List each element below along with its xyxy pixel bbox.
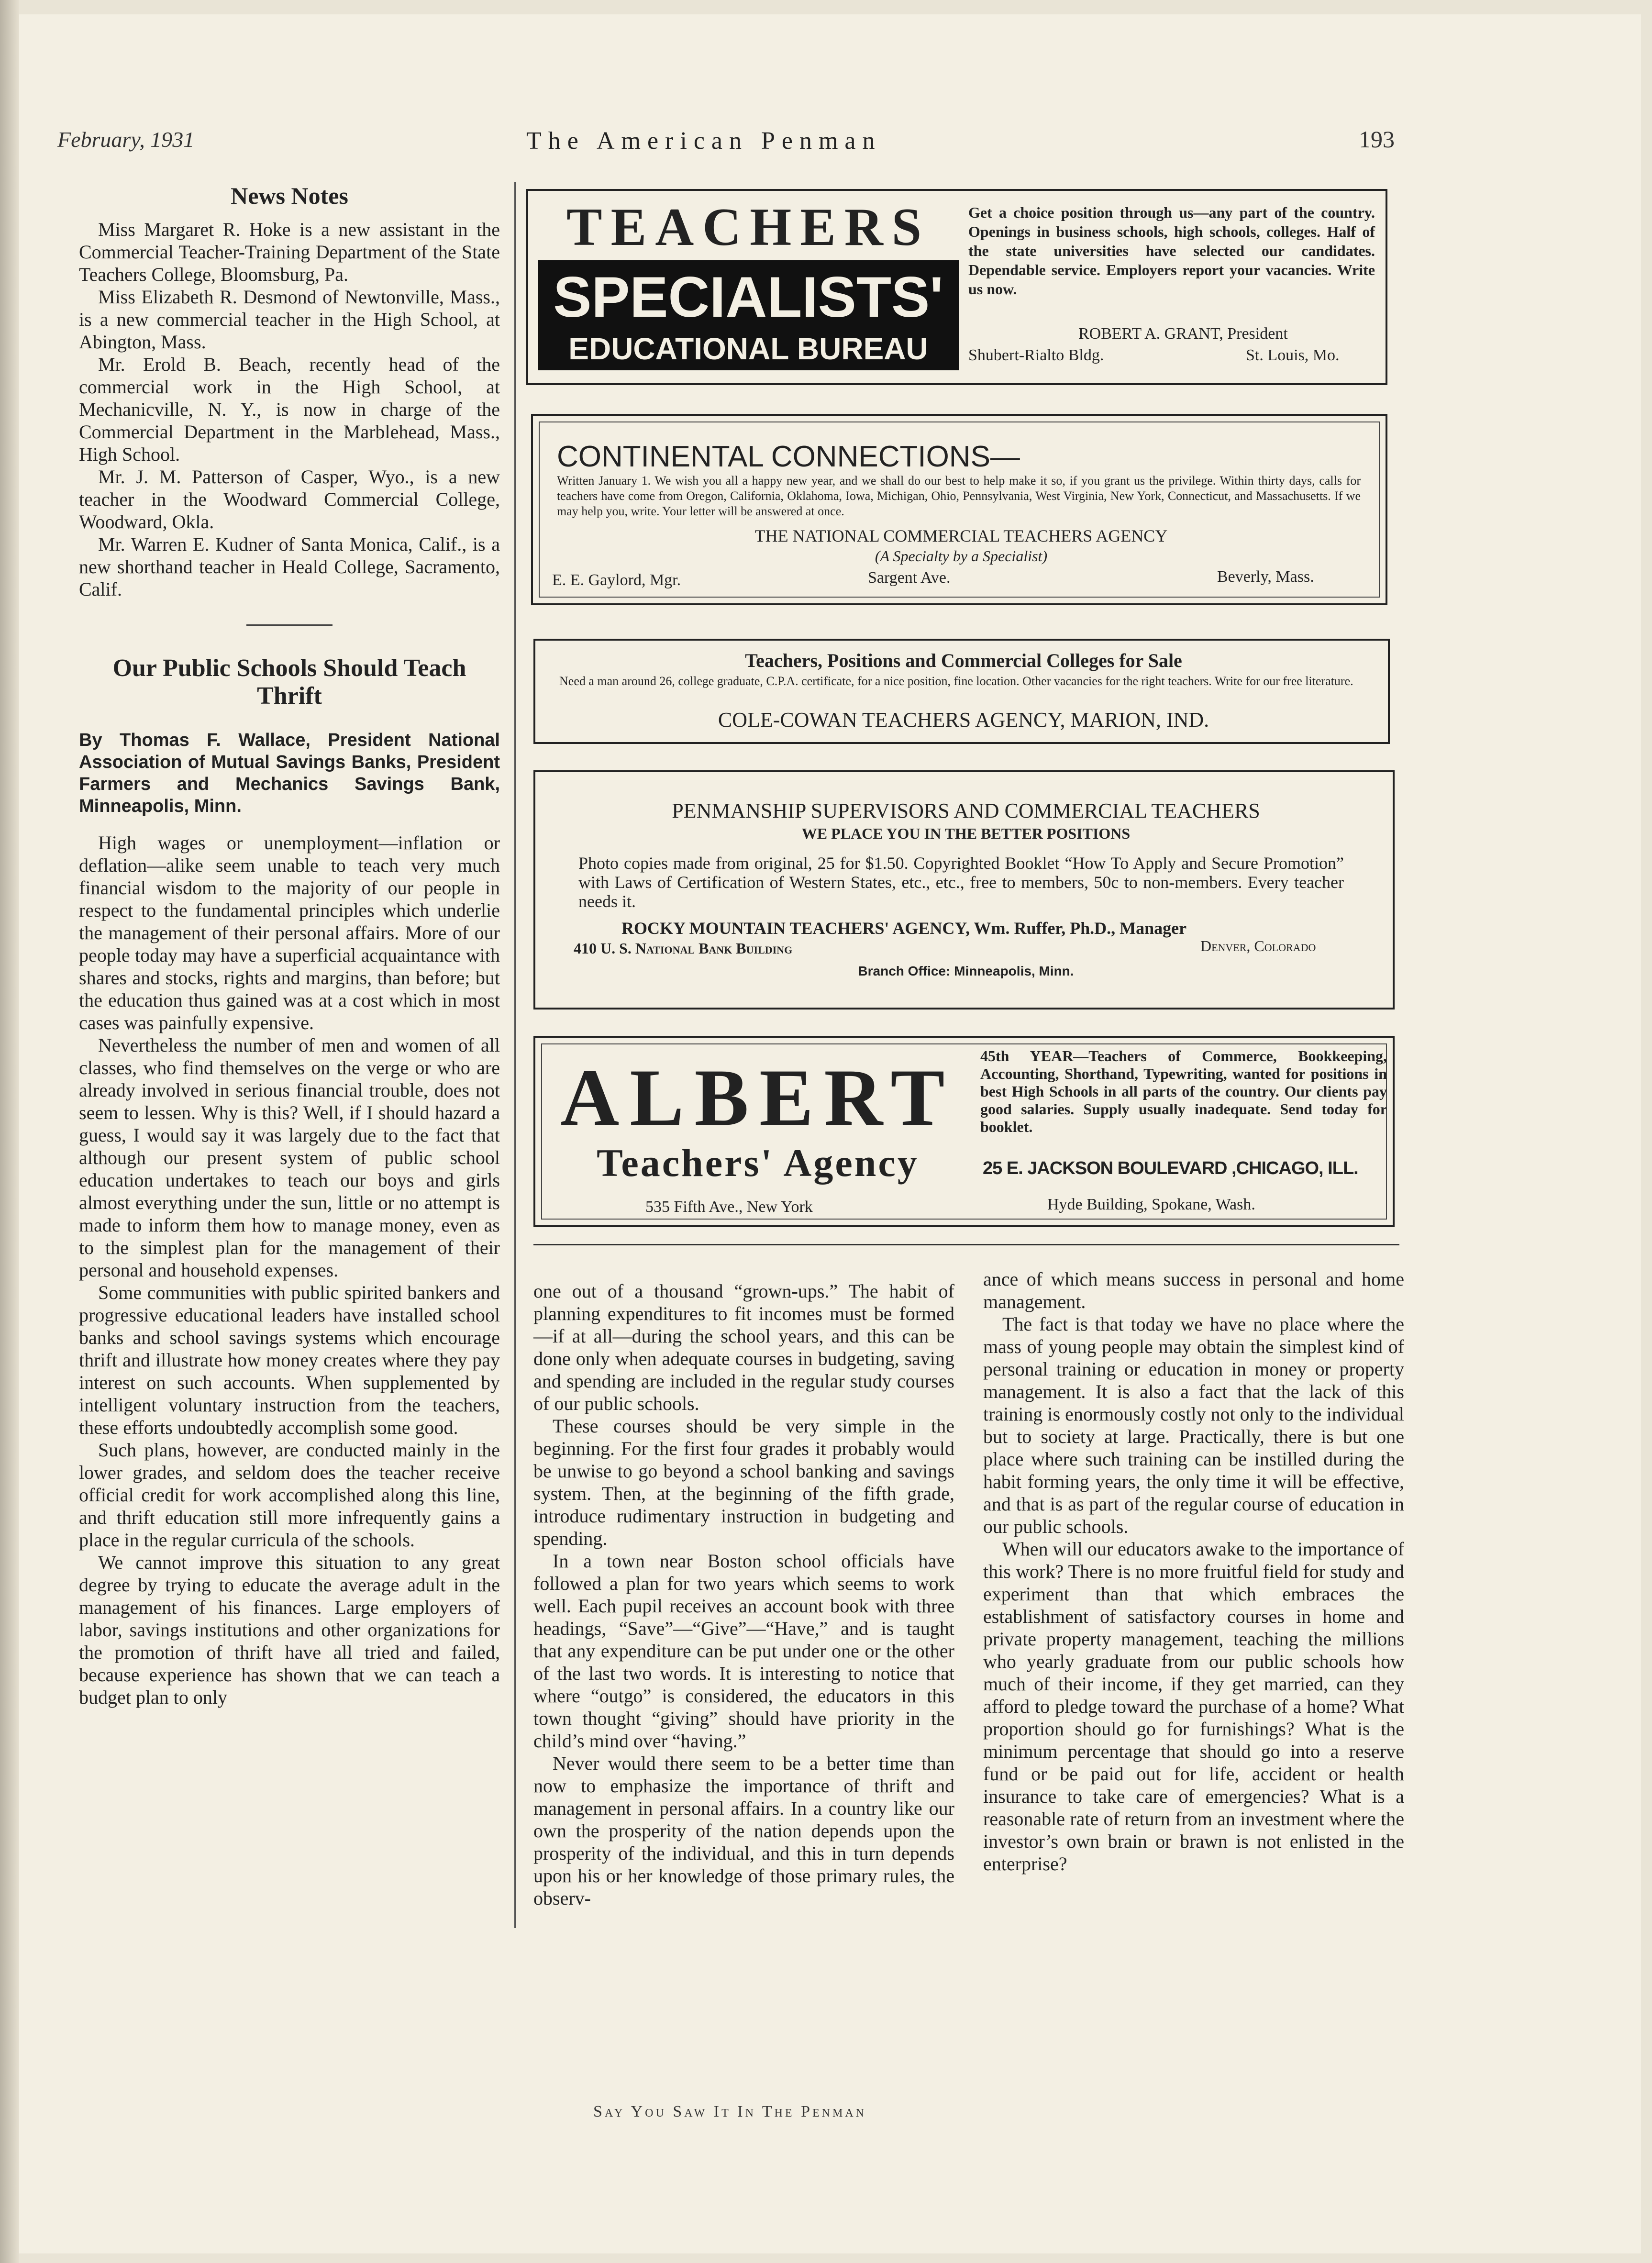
ad-headline: CONTINENTAL CONNECTIONS—	[557, 440, 1020, 473]
right-column	[983, 1268, 1404, 1875]
ad-text: Written January 1. We wish you all a happy new year, and we shall do our best to help make it so, if you grant us the privilege. Within thirty days, calls for teachers have come from Oregon, California, Oklahoma, Iowa, Michigan, Ohio, Pennsylvania, West Virginia, New York, Connecticut, and Massachusetts. If we may help you, write. Your letter will be answered at once.	[557, 474, 1361, 518]
ad-text: 45th YEAR—Teachers of Commerce, Bookkeeping, Accounting, Shorthand, Typewriting, wanted for positions in best High Schools in all parts of the country. Our clients pay good salaries. Supply usually inadequate. Send today for booklet.	[980, 1047, 1387, 1135]
article-paragraph: Never would there seem to be a better time than now to emphasize the importance of thrift and management in personal affairs. In a country like our own the prosperity of the nation depends upon the prosperity of the individual, and this in turn depends upon his or her knowledge of those primary rules, the observ-	[533, 1753, 954, 1909]
ads-bottom-rule	[533, 1244, 1399, 1245]
article-paragraph: In a town near Boston school officials have followed a plan for two years which seems to work well. Each pupil receives an account book with three headings, “Save”—“Give”—“Have,” and is taught that any expenditure can be put under one or the other of the last two words. It is interesting to notice that where “outgo” is considered, the educators in this town thought “giving” should have priority in the child’s mind over “having.”	[533, 1550, 954, 1752]
article-paragraph: Such plans, however, are conducted mainly in the lower grades, and seldom does the teacher receive official credit for work accomplished along this line, and thrift education still more infrequently gains a place in the regular curricula of the schools.	[79, 1439, 500, 1551]
footer-slogan: Say You Saw It In The Penman	[593, 2103, 866, 2120]
ad-title: Teachers, Positions and Commercial Colleges for Sale	[745, 650, 1182, 671]
ad-branch: Branch Office: Minneapolis, Minn.	[858, 964, 1074, 978]
news-note: Mr. Erold B. Beach, recently head of the commercial work in the High School, at Mechanicville, N. Y., is now in charge of the Commercial Department in the Marblehead, Mass., High School.	[79, 354, 500, 465]
article-paragraph: These courses should be very simple in the beginning. For the first four grades it probably would be unwise to go beyond a school banking and savings system. Then, at the beginning of the fifth grade, introduce rudimentary instruction in budgeting and spending.	[533, 1415, 954, 1549]
ad-albert-sub: Teachers' Agency	[597, 1141, 919, 1185]
ad-national-commercial-teachers-agency	[531, 414, 1387, 605]
article-title: Our Public Schools Should Teach Thrift	[112, 654, 466, 710]
ad-address-chicago: 25 E. JACKSON BOULEVARD ,CHICAGO, ILL.	[983, 1158, 1358, 1178]
ad-subtitle: WE PLACE YOU IN THE BETTER POSITIONS	[801, 825, 1131, 842]
page-number: 193	[1359, 126, 1395, 153]
article-paragraph: Nevertheless the number of men and women of all classes, who find themselves on the verge or who are already involved in serious financial trouble, does not seem to lessen. Why is this? Well, if I should hazard a guess, I would say it was largely due to the fact that although our present system of public school education undertakes to teach our boys and girls almost everything under the sun, little or no attempt is made to inform them how to manage money, even as to the simplest plan for the management of their personal and household expenses.	[79, 1034, 500, 1281]
ad-president: ROBERT A. GRANT, President	[1078, 325, 1288, 343]
news-note: Mr. J. M. Patterson of Casper, Wyo., is a new teacher in the Woodward Commercial College, Woodward, Okla.	[79, 466, 500, 532]
ad-title: PENMANSHIP SUPERVISORS AND COMMERCIAL TEACHERS	[672, 799, 1260, 822]
article-paragraph: The fact is that today we have no place where the mass of young people may obtain the simplest kind of personal training or education in money or property management. It is also a fact that the lack of this training is enormously costly not only to the individual but to society at large. Practically, there is but one place where such training can be instilled during the habit forming years, the only time it will be effective, and that is as part of the regular course of education in our public schools.	[983, 1313, 1404, 1537]
news-note: Miss Margaret R. Hoke is a new assistant in the Commercial Teacher-Training Department of the State Teachers College, Bloomsburg, Pa.	[79, 219, 500, 285]
binding-gutter	[0, 0, 19, 2263]
article-paragraph: High wages or unemployment—inflation or deflation—alike seem unable to teach very much financial wisdom to the majority of our people in respect to the fundamental principles which underlie the management of their personal affairs. More of our people today may have a superficial acquaintance with shares and stocks, rights and margins, than before; but the education thus gained was at a cost which in most cases was painfully expensive.	[79, 832, 500, 1033]
ad-agency-name: ROCKY MOUNTAIN TEACHERS' AGENCY, Wm. Ruffer, Ph.D., Manager	[621, 919, 1187, 938]
ad-address-ny: 535 Fifth Ave., New York	[645, 1198, 813, 1216]
article-paragraph: ance of which means success in personal and home management.	[983, 1268, 1404, 1312]
ad-rocky-mountain-agency	[533, 770, 1395, 1009]
article-paragraph: one out of a thousand “grown-ups.” The habit of planning expenditures to fit incomes must be formed—if at all—during the school years, and this can be done only when adequate courses in budgeting, saving and spending are included in the regular study courses of our public schools.	[533, 1280, 954, 1414]
section-divider	[246, 624, 333, 626]
ad-cole-cowan-agency	[533, 639, 1390, 744]
ad-black-panel	[538, 260, 959, 370]
article-paragraph: We cannot improve this situation to any great degree by trying to educate the average adult in the management of his finances. Large employers of labor, savings institutions and other organizations for the promotion of thrift have all tried and failed, because experience has shown that we can teach a budget plan to only	[79, 1552, 500, 1708]
left-column	[79, 182, 500, 1708]
article-byline: By Thomas F. Wallace, President National Association of Mutual Savings Banks, President Farmers and Mechanics Savings Bank, Minneapolis, Minn.	[79, 730, 500, 816]
article-paragraph: Some communities with public spirited bankers and progressive educational leaders have installed school banks and school savings systems which encourage thrift and illustrate how money creates where they pay interest on such accounts. When supplemented by intelligent voluntary instruction from the teachers, these efforts undoubtedly accomplish some good.	[79, 1282, 500, 1438]
middle-column	[533, 1280, 954, 1909]
ad-city: Denver, Colorado	[1200, 937, 1316, 954]
ad-word-teachers: TEACHERS	[566, 198, 931, 257]
issue-date: February, 1931	[57, 127, 195, 152]
ad-address: Shubert-Rialto Bldg.	[968, 346, 1104, 364]
ad-albert-teachers-agency	[533, 1036, 1395, 1227]
ad-specialists-bureau	[526, 189, 1387, 385]
ad-word-bureau: EDUCATIONAL BUREAU	[568, 332, 928, 366]
news-note: Miss Elizabeth R. Desmond of Newtonville, Mass., is a new commercial teacher in the High School, at Abington, Mass.	[79, 286, 500, 353]
ad-text: Photo copies made from original, 25 for $1.50. Copyrighted Booklet “How To Apply and Secure Promotion” with Laws of Certification of Western States, etc., etc., free to members, 50c to non-members. Every teacher needs it.	[578, 854, 1344, 911]
ad-agency-name: COLE-COWAN TEACHERS AGENCY, MARION, IND.	[718, 708, 1209, 732]
news-notes-title: News Notes	[231, 182, 348, 209]
ad-word-specialists: SPECIALISTS'	[553, 265, 943, 329]
ad-text: Get a choice position through us—any part of the country. Openings in business schools, high schools, colleges. Half of the state universities have selected our candidates. Dependable service. Employers report your vacancies. Write us now.	[968, 204, 1375, 298]
ad-manager: E. E. Gaylord, Mgr.	[552, 571, 681, 589]
ad-albert-name: ALBERT	[560, 1053, 955, 1143]
column-rule	[514, 182, 516, 1928]
ad-address: 410 U. S. National Bank Building	[574, 940, 793, 957]
ad-text: Need a man around 26, college graduate, C.P.A. certificate, for a nice position, fine location. Other vacancies for the right teachers. Write for our free literature.	[559, 674, 1353, 688]
ad-street: Sargent Ave.	[868, 569, 951, 587]
ad-address-spokane: Hyde Building, Spokane, Wash.	[1047, 1196, 1255, 1213]
ad-agency-name: THE NATIONAL COMMERCIAL TEACHERS AGENCY	[754, 526, 1168, 545]
ad-motto: (A Specialty by a Specialist)	[875, 547, 1048, 565]
magazine-title: The American Penman	[526, 127, 882, 155]
article-paragraph: When will our educators awake to the importance of this work? There is no more fruitful field for study and experiment than that which embraces the establishment of satisfactory courses in home and private property management, teaching the millions who yearly graduate from our public schools how much of their income, if they get married, can they afford to pledge toward the purchase of a home? What proportion should go for furnishings? What is the minimum percentage that should go into a reserve fund or be paid out for life, accident or health insurance to take care of emergencies? What is a reasonable rate of return from an investment where the investor’s own brain or brawn is not enlisted in the enterprise?	[983, 1538, 1404, 1875]
ad-city: St. Louis, Mo.	[1246, 346, 1340, 364]
news-note: Mr. Warren E. Kudner of Santa Monica, Calif., is a new shorthand teacher in Heald College, Sacramento, Calif.	[79, 533, 500, 600]
ad-city: Beverly, Mass.	[1217, 568, 1314, 586]
